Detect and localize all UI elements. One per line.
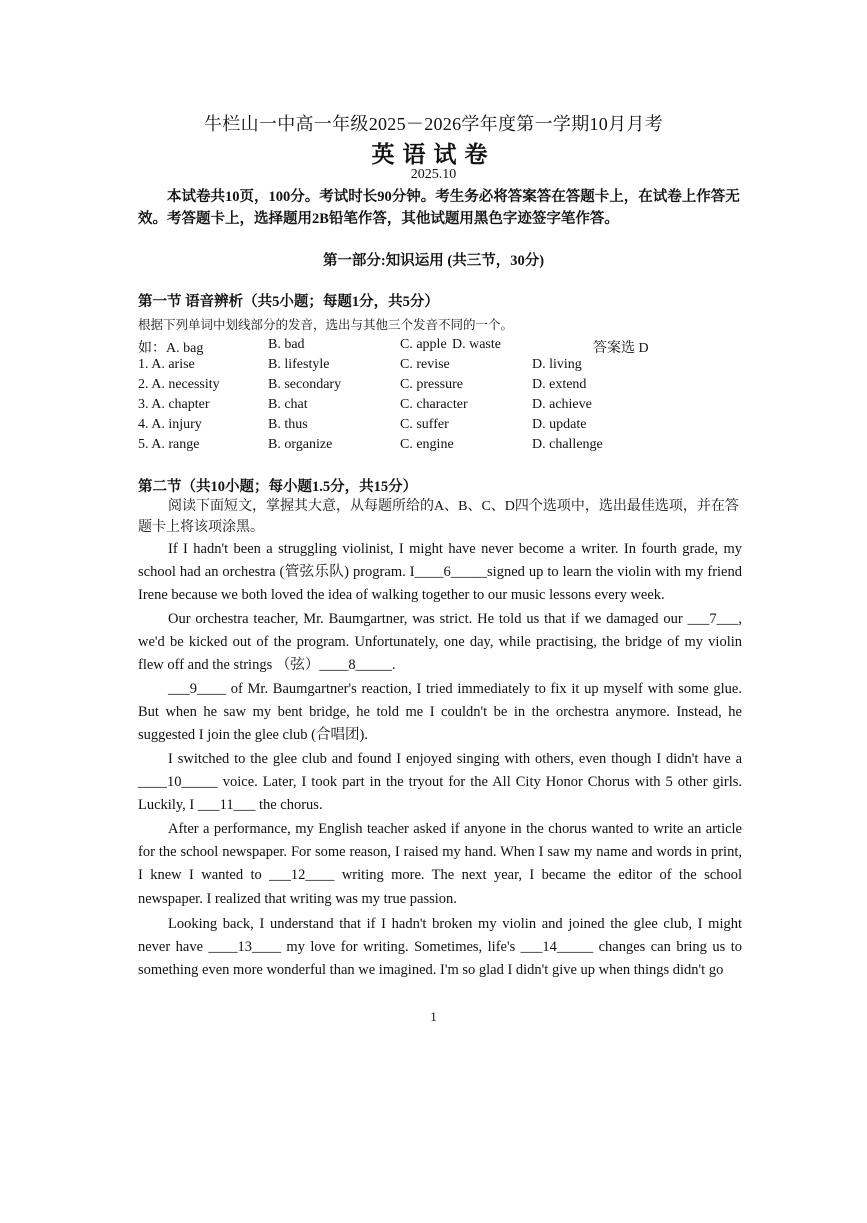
section1-instruction: 根据下列单词中划线部分的发音，选出与其他三个发音不同的一个。 [138, 318, 514, 332]
q5-option-c: C. engine [400, 437, 454, 452]
passage-paragraph-3: ___9____ of Mr. Baumgartner's reaction, I tried immediately to fix it up myself with some glue. But when he saw my bent bridge, he told me I couldn't be in the orchestra anymore. Instead, he suggested I join the glee club (合唱团). [138, 681, 742, 744]
q1-option-d: D. living [532, 357, 582, 372]
q2-option-a: 2. A. necessity [138, 377, 220, 392]
section2-instruction: 阅读下面短文，掌握其大意，从每题所给的A、B、C、D四个选项中，选出最佳选项，并在答题卡上将该项涂黑。 [138, 499, 739, 535]
q5-option-a: 5. A. range [138, 437, 200, 452]
page-number: 1 [430, 1009, 437, 1024]
q4-option-a: 4. A. injury [138, 417, 202, 432]
q4-option-b: B. thus [268, 417, 308, 432]
q2-option-d: D. extend [532, 377, 587, 392]
example-option-d: D. waste [452, 337, 501, 352]
example-option-a: 如：A. bag [138, 341, 204, 356]
exam-date: 2025.10 [410, 167, 457, 182]
passage-paragraph-2: Our orchestra teacher, Mr. Baumgartner, was strict. He told us that if we damaged our ___7___, we'd be kicked out of the program. Unfortunately, one day, while practising, the bridge of my violin flew off and the strings （弦）____8_____. [138, 611, 742, 674]
question-row [138, 437, 758, 457]
section1-title: 第一节 语音辨析（共5小题；每题1分，共5分） [138, 294, 439, 310]
q3-option-d: D. achieve [532, 397, 592, 412]
passage-paragraph-4: I switched to the glee club and found I enjoyed singing with others, even though I didn't have a ____10_____ voice. Later, I took part in the tryout for the All City Honor Chorus with 5 other girls. Luckily, I ___11___ the chorus. [138, 751, 742, 814]
question-row [138, 357, 758, 377]
example-row [138, 337, 758, 357]
passage-paragraph-1: If I hadn't been a struggling violinist, I might have never become a writer. In fourth grade, my school had an orchestra (管弦乐队) program. I____6_____signed up to learn the violin with my friend Irene because we both loved the idea of walking together to our music lessons every week. [138, 541, 742, 604]
section2-title: 第二节（共10小题；每小题1.5分，共15分） [138, 479, 418, 495]
question-row [138, 397, 758, 417]
q1-option-c: C. revise [400, 357, 450, 372]
question-row [138, 417, 758, 437]
q4-option-c: C. suffer [400, 417, 449, 432]
question-row [138, 377, 758, 397]
example-option-c: C. apple [400, 337, 447, 352]
exam-subtitle: 英语试卷 [371, 142, 496, 167]
passage-paragraph-5: After a performance, my English teacher asked if anyone in the chorus wanted to write an article for the school newspaper. For some reason, I raised my hand. When I saw my name and words in print, I knew I wanted to ___12____ writing more. The next year, I became the editor of the school newspaper. I realized that writing was my true passion. [138, 821, 742, 907]
q1-option-a: 1. A. arise [138, 357, 195, 372]
q5-option-b: B. organize [268, 437, 333, 452]
exam-notice: 本试卷共10页，100分。考试时长90分钟。考生务必将答案答在答题卡上，在试卷上作答无效。考答题卡上，选择题用2B铅笔作答，其他试题用黑色字迹签字笔作答。 [138, 189, 740, 227]
q5-option-d: D. challenge [532, 437, 603, 452]
q2-option-c: C. pressure [400, 377, 463, 392]
passage-paragraph-6: Looking back, I understand that if I hadn't broken my violin and joined the glee club, I might never have ____13____ my love for writing. Sometimes, life's ___14_____ changes can bring us to something even more wonderful than we imagined. I'm so glad I didn't give up when things didn't go [138, 916, 742, 979]
q3-option-a: 3. A. chapter [138, 397, 210, 412]
q1-option-b: B. lifestyle [268, 357, 330, 372]
q2-option-b: B. secondary [268, 377, 342, 392]
q4-option-d: D. update [532, 417, 587, 432]
q3-option-c: C. character [400, 397, 468, 412]
exam-title: 牛栏山一中高一年级2025－2026学年度第一学期10月月考 [204, 114, 663, 134]
example-option-b: B. bad [268, 337, 305, 352]
part1-title: 第一部分:知识运用 (共三节，30分) [322, 253, 545, 269]
example-answer: 答案选 D [593, 341, 649, 356]
q3-option-b: B. chat [268, 397, 308, 412]
